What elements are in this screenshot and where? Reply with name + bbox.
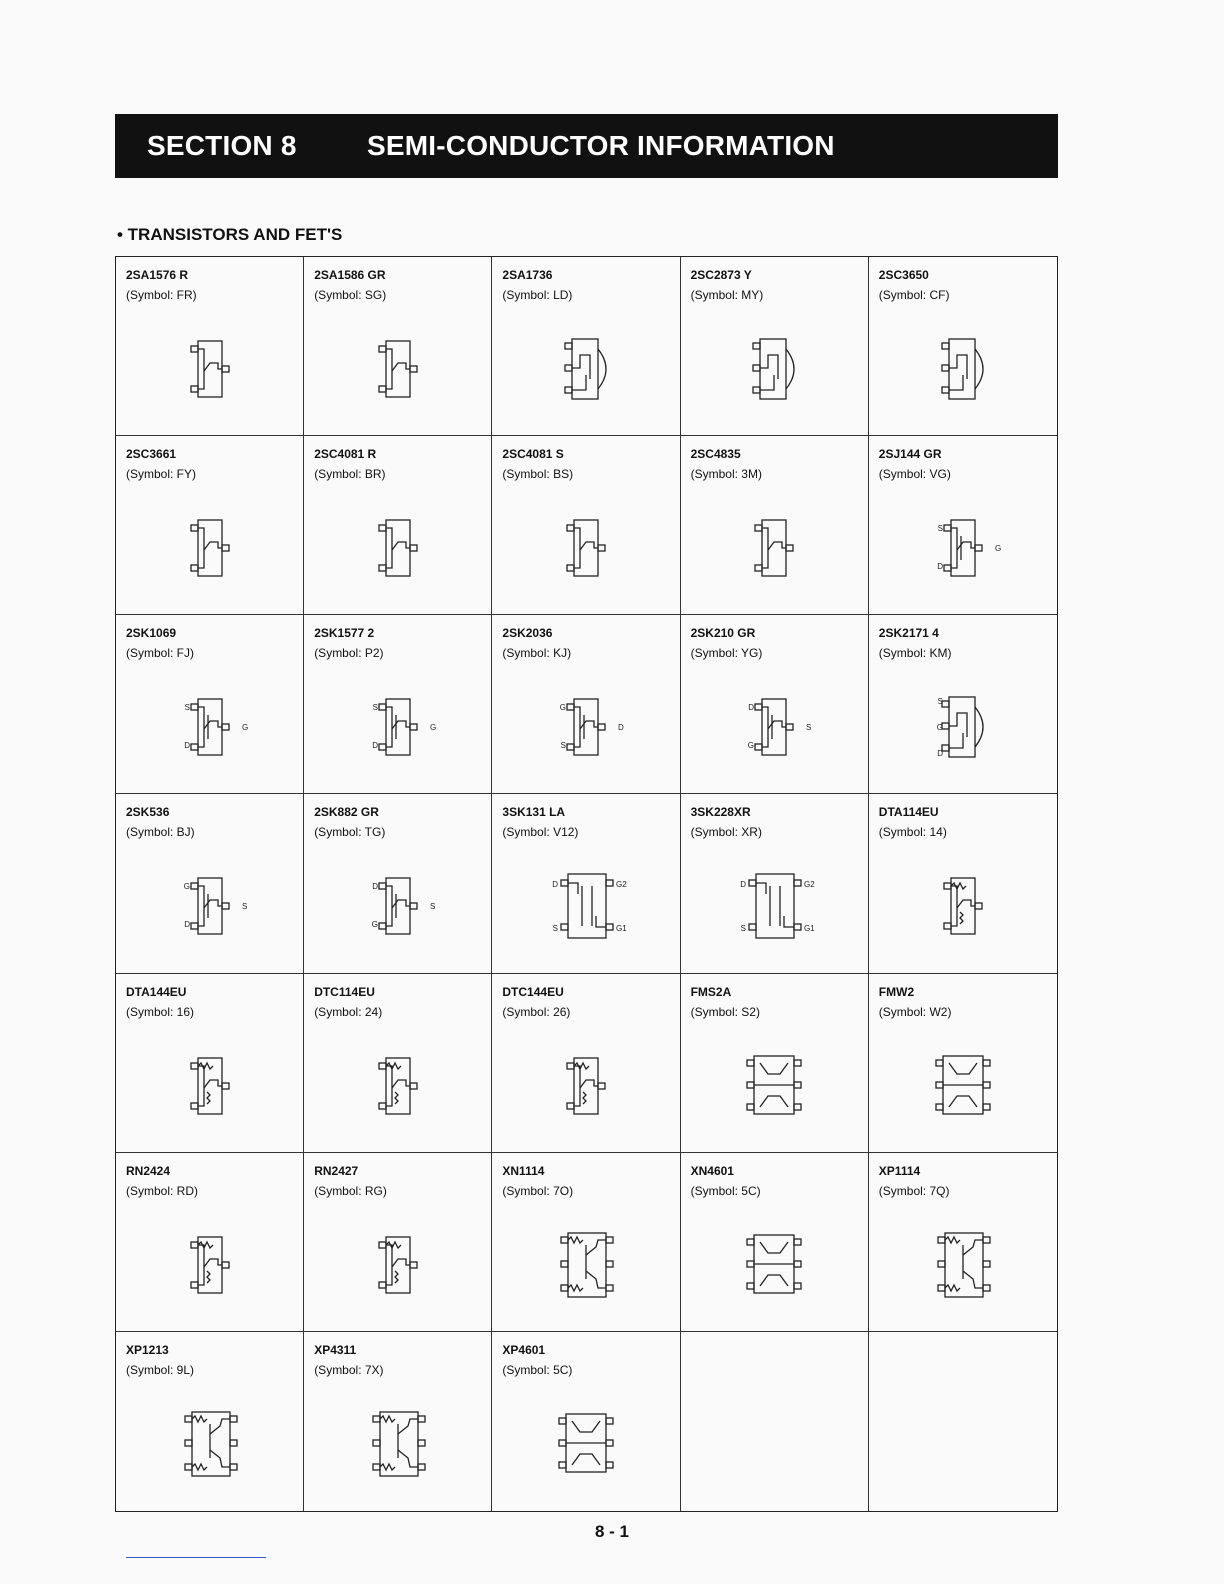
package-diagram — [538, 319, 634, 415]
part-number: 2SC4081 S — [502, 447, 564, 462]
symbol-code: (Symbol: 7X) — [314, 1362, 384, 1377]
package-schematic-icon — [726, 856, 822, 952]
part-number: 2SA1586 GR — [314, 268, 386, 282]
part-number: 2SC4835 — [690, 447, 741, 462]
part-number: XP4311 — [314, 1342, 357, 1357]
part-number: DTC144EU — [502, 984, 564, 999]
symbol-code: (Symbol: 3M) — [690, 467, 762, 482]
component-cell — [869, 436, 1057, 615]
symbol-code: (Symbol: LD) — [502, 288, 573, 302]
component-cell — [304, 794, 492, 973]
package-diagram — [538, 1394, 634, 1490]
symbol-code: (Symbol: FR) — [126, 288, 197, 302]
pin-label: G — [936, 723, 943, 733]
part-number: 2SJ144 GR — [878, 447, 942, 462]
part-number: 2SC2873 Y — [690, 268, 752, 282]
pin-label: G — [747, 741, 755, 751]
package-schematic-icon — [538, 677, 634, 773]
package-schematic-icon — [538, 1036, 634, 1132]
component-cell — [869, 1153, 1057, 1332]
pin-label: G — [559, 703, 566, 713]
package-diagram — [350, 498, 446, 594]
package-schematic-icon — [726, 1036, 822, 1132]
part-number: DTA144EU — [126, 984, 187, 999]
package-schematic-icon — [162, 677, 258, 773]
part-number: FMW2 — [878, 984, 915, 999]
pin-label: S — [740, 924, 747, 934]
part-number: 2SK536 — [126, 805, 170, 820]
package-schematic-icon — [350, 1215, 446, 1311]
symbol-code: (Symbol: 26) — [502, 1004, 571, 1019]
package-schematic-icon — [350, 319, 446, 415]
component-cell — [116, 794, 304, 973]
package-schematic-icon — [915, 498, 1011, 594]
part-number: XN1114 — [502, 1163, 545, 1178]
component-cell — [492, 1332, 680, 1511]
package-schematic-icon — [350, 1036, 446, 1132]
symbol-code: (Symbol: 16) — [126, 1004, 195, 1019]
component-cell — [681, 1153, 869, 1332]
part-number: 2SC3650 — [878, 268, 929, 282]
component-cell — [869, 257, 1057, 436]
part-number: 2SK210 GR — [690, 626, 756, 641]
pin-label: S — [184, 703, 190, 713]
package-diagram — [538, 856, 634, 952]
empty-cell — [869, 1332, 1057, 1511]
package-diagram — [162, 498, 258, 594]
component-cell — [681, 615, 869, 794]
part-number: 2SA1736 — [502, 268, 553, 282]
component-cell — [116, 615, 304, 794]
part-number: XP4601 — [502, 1342, 546, 1357]
part-number: RN2424 — [126, 1163, 171, 1178]
package-diagram — [726, 319, 822, 415]
part-number: 2SK1069 — [126, 626, 177, 641]
pin-label: D — [740, 880, 747, 890]
part-number: XP1114 — [878, 1163, 921, 1178]
symbol-code: (Symbol: FY) — [126, 467, 197, 482]
component-cell — [304, 257, 492, 436]
part-number: 2SK1577 2 — [314, 626, 375, 641]
symbol-code: (Symbol: 5C) — [690, 1183, 761, 1198]
pin-label: G — [994, 544, 1002, 554]
symbol-code: (Symbol: VG) — [878, 467, 951, 482]
symbol-code: (Symbol: KM) — [878, 646, 952, 661]
component-cell — [869, 615, 1057, 794]
package-schematic-icon — [538, 498, 634, 594]
footer-rule — [126, 1557, 266, 1558]
package-schematic-icon — [162, 319, 258, 415]
package-diagram — [162, 319, 258, 415]
package-schematic-icon — [538, 1215, 634, 1311]
pin-label: S — [372, 703, 378, 713]
pin-label: S — [806, 723, 812, 733]
package-diagram — [915, 677, 1011, 773]
pin-label: D — [372, 882, 378, 892]
component-cell — [869, 974, 1057, 1153]
package-schematic-icon — [538, 1394, 634, 1490]
pin-label: S — [552, 924, 558, 934]
package-schematic-icon — [162, 856, 258, 952]
package-schematic-icon — [162, 1394, 258, 1490]
package-schematic-icon — [726, 498, 822, 594]
part-number: 2SK2171 4 — [878, 626, 939, 641]
symbol-code: (Symbol: 5C) — [502, 1362, 573, 1377]
page-number: 8 - 1 — [594, 1522, 630, 1541]
package-schematic-icon — [915, 1215, 1011, 1311]
pin-label: D — [552, 880, 558, 890]
empty-cell — [681, 1332, 869, 1511]
package-schematic-icon — [350, 1394, 446, 1490]
package-diagram — [915, 498, 1011, 594]
package-schematic-icon — [726, 319, 822, 415]
symbol-code: (Symbol: RD) — [126, 1183, 199, 1198]
package-diagram — [726, 677, 822, 773]
symbol-code: (Symbol: KJ) — [502, 646, 572, 661]
package-diagram — [162, 1394, 258, 1490]
package-diagram — [350, 1036, 446, 1132]
package-diagram — [162, 1215, 258, 1311]
pin-label: G — [429, 723, 437, 733]
component-cell — [681, 974, 869, 1153]
part-number: XP1213 — [126, 1342, 169, 1357]
package-schematic-icon — [726, 1215, 822, 1311]
component-cell — [116, 1153, 304, 1332]
symbol-code: (Symbol: BS) — [502, 467, 574, 482]
pin-label: G — [183, 882, 190, 892]
part-number: XN4601 — [690, 1163, 734, 1178]
package-schematic-icon — [162, 1036, 258, 1132]
pin-label: D — [748, 703, 755, 713]
symbol-code: (Symbol: BJ) — [126, 825, 195, 840]
pin-label: S — [937, 697, 943, 707]
symbol-code: (Symbol: W2) — [878, 1004, 952, 1019]
package-diagram — [915, 1215, 1011, 1311]
pin-label: G1 — [804, 924, 815, 934]
package-diagram — [350, 856, 446, 952]
component-cell — [492, 436, 680, 615]
package-diagram — [350, 677, 446, 773]
component-cell — [681, 436, 869, 615]
symbol-code: (Symbol: 7O) — [502, 1183, 574, 1198]
component-cell — [681, 794, 869, 973]
pin-label: G2 — [804, 880, 815, 890]
package-diagram — [538, 498, 634, 594]
component-cell — [869, 794, 1057, 973]
component-cell — [492, 257, 680, 436]
package-schematic-icon — [538, 319, 634, 415]
component-cell — [116, 974, 304, 1153]
pin-label: D — [183, 741, 190, 751]
pin-label: G — [371, 920, 378, 930]
package-diagram — [915, 319, 1011, 415]
pin-label: D — [372, 741, 378, 751]
package-schematic-icon — [915, 856, 1011, 952]
component-cell — [492, 794, 680, 973]
pin-label: D — [937, 749, 943, 759]
package-diagram — [915, 1036, 1011, 1132]
package-diagram — [162, 1036, 258, 1132]
section-title: SEMI-CONDUCTOR INFORMATION — [367, 130, 835, 161]
package-diagram — [726, 1215, 822, 1311]
symbol-code: (Symbol: SG) — [314, 288, 387, 302]
pin-label: D — [617, 723, 624, 733]
symbol-code: (Symbol: BR) — [314, 467, 386, 482]
symbol-code: (Symbol: TG) — [314, 825, 386, 840]
pin-label: S — [937, 524, 943, 534]
package-diagram — [538, 1036, 634, 1132]
package-diagram — [726, 856, 822, 952]
package-schematic-icon — [350, 856, 446, 952]
pin-label: G — [241, 723, 248, 733]
component-cell — [116, 257, 304, 436]
component-cell — [116, 1332, 304, 1511]
symbol-code: (Symbol: 7Q) — [878, 1183, 950, 1198]
symbol-code: (Symbol: CF) — [878, 288, 950, 302]
part-number: DTA114EU — [878, 805, 939, 820]
package-diagram — [162, 677, 258, 773]
symbol-code: (Symbol: P2) — [314, 646, 384, 661]
part-number: 2SK2036 — [502, 626, 553, 641]
symbol-code: (Symbol: RG) — [314, 1183, 387, 1198]
component-table — [115, 256, 1058, 1512]
package-diagram — [538, 1215, 634, 1311]
part-number: 3SK228XR — [690, 805, 751, 820]
package-schematic-icon — [915, 1036, 1011, 1132]
part-number: 2SA1576 R — [126, 268, 189, 282]
symbol-code: (Symbol: XR) — [690, 825, 762, 840]
package-schematic-icon — [162, 1215, 258, 1311]
package-diagram — [726, 1036, 822, 1132]
component-cell — [492, 974, 680, 1153]
component-cell — [492, 1153, 680, 1332]
part-number: 2SC3661 — [126, 447, 177, 462]
package-schematic-icon — [350, 677, 446, 773]
component-cell — [681, 257, 869, 436]
pin-label: D — [937, 562, 943, 572]
component-cell — [304, 1332, 492, 1511]
part-number: 3SK131 LA — [502, 805, 566, 820]
package-schematic-icon — [726, 677, 822, 773]
symbol-code: (Symbol: 14) — [878, 825, 947, 840]
package-diagram — [538, 677, 634, 773]
package-diagram — [350, 319, 446, 415]
section-number: SECTION 8 — [147, 130, 297, 161]
package-diagram — [350, 1215, 446, 1311]
symbol-code: (Symbol: V12) — [502, 825, 579, 840]
subheading: • TRANSISTORS AND FET'S — [117, 225, 343, 244]
part-number: FMS2A — [690, 984, 732, 999]
symbol-code: (Symbol: S2) — [690, 1004, 760, 1019]
pin-label: G2 — [615, 880, 627, 890]
part-number: 2SK882 GR — [314, 805, 379, 820]
package-schematic-icon — [915, 677, 1011, 773]
symbol-code: (Symbol: 24) — [314, 1004, 383, 1019]
package-diagram — [162, 856, 258, 952]
component-cell — [492, 615, 680, 794]
symbol-code: (Symbol: FJ) — [126, 646, 195, 661]
component-cell — [304, 615, 492, 794]
component-cell — [304, 974, 492, 1153]
component-cell — [304, 1153, 492, 1332]
pin-label: S — [429, 902, 436, 912]
component-cell — [116, 436, 304, 615]
part-number: RN2427 — [314, 1163, 359, 1178]
pin-label: S — [241, 902, 247, 912]
package-schematic-icon — [162, 498, 258, 594]
symbol-code: (Symbol: MY) — [690, 288, 764, 302]
section-header-bar — [115, 114, 1058, 178]
symbol-code: (Symbol: YG) — [690, 646, 763, 661]
package-diagram — [726, 498, 822, 594]
pin-label: D — [183, 920, 190, 930]
package-schematic-icon — [538, 856, 634, 952]
pin-label: G1 — [615, 924, 627, 934]
package-diagram — [915, 856, 1011, 952]
component-cell — [304, 436, 492, 615]
part-number: 2SC4081 R — [314, 447, 377, 462]
package-diagram — [350, 1394, 446, 1490]
package-schematic-icon — [350, 498, 446, 594]
package-schematic-icon — [915, 319, 1011, 415]
part-number: DTC114EU — [314, 984, 375, 999]
pin-label: S — [560, 741, 566, 751]
symbol-code: (Symbol: 9L) — [126, 1362, 195, 1377]
